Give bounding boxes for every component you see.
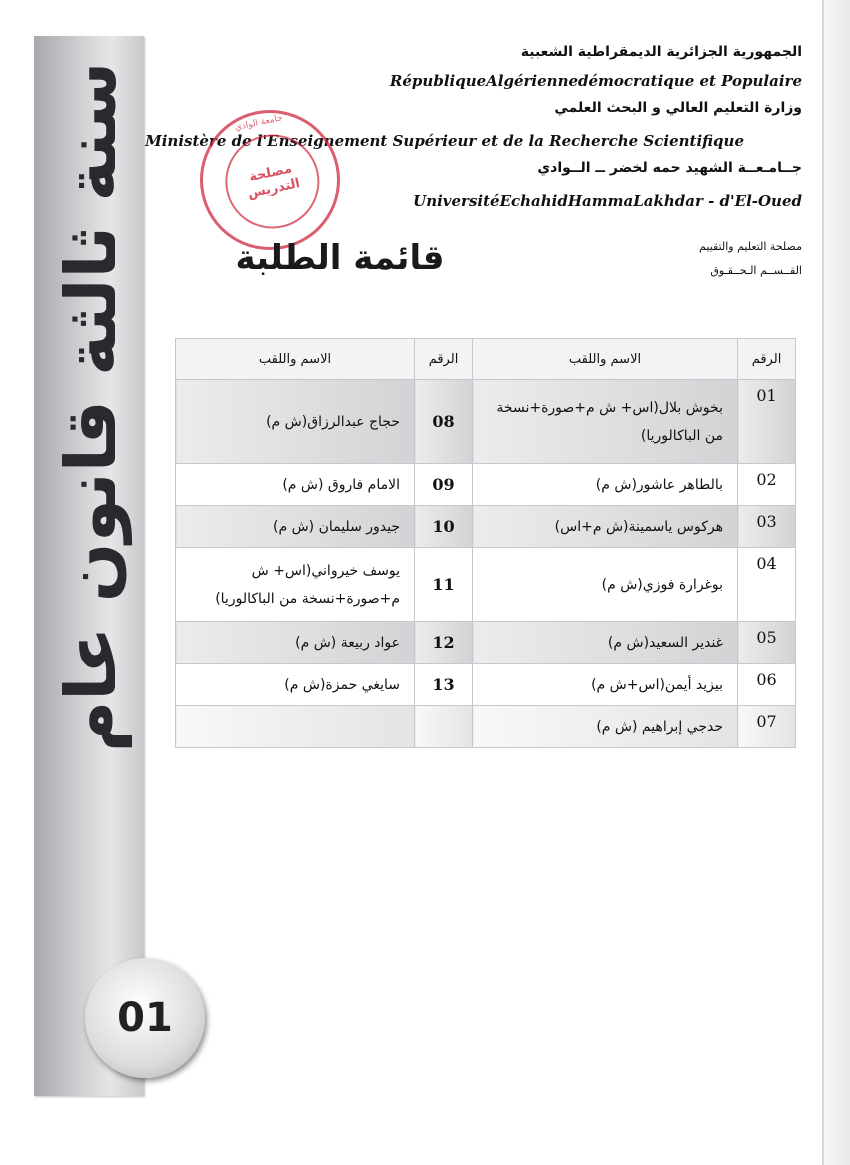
row-number [415, 706, 473, 748]
student-name: حجاج عبدالرزاق(ش م) [176, 380, 415, 464]
student-name: بوغرارة فوزي(ش م) [473, 548, 738, 622]
header-ministry-ar: وزارة التعليم العالي و البحث العلمي [554, 100, 802, 116]
row-number: 02 [738, 464, 796, 506]
header-university-fr: UniversitéEchahidHammaLakhdar - d'El-Oued [413, 192, 802, 210]
student-name: غندير السعيد(ش م) [473, 622, 738, 664]
page-title: قائمة الطلبة [235, 238, 445, 278]
student-name: حدجي إبراهيم (ش م) [473, 706, 738, 748]
header-service-ar: مصلحة التعليم والتقييم [699, 240, 802, 253]
header-num-left: الرقم [415, 339, 473, 380]
header-name-left: الاسم واللقب [176, 339, 415, 380]
header-republic-ar: الجمهورية الجزائرية الديمقراطية الشعبية [520, 44, 802, 60]
header-university-ar: جــامـعــة الشهيد حمه لخضر ــ الــوادي [537, 160, 802, 176]
page-number-badge: 01 [85, 958, 205, 1078]
student-name: عواد ربيعة (ش م) [176, 622, 415, 664]
table-row [176, 380, 796, 464]
page-edge-line [822, 0, 824, 1165]
row-number: 09 [415, 464, 473, 506]
header-num-right: الرقم [738, 339, 796, 380]
table-row [176, 664, 796, 706]
row-number: 06 [738, 664, 796, 706]
student-name: سايغي حمزة(ش م) [176, 664, 415, 706]
row-number: 10 [415, 506, 473, 548]
table-row [176, 464, 796, 506]
table-row [176, 548, 796, 622]
student-name: الامام فاروق (ش م) [176, 464, 415, 506]
student-name: بخوش بلال(اس+ ش م+صورة+نسخة من الباكالوريا) [473, 380, 738, 464]
header-name-right: الاسم واللقب [473, 339, 738, 380]
student-name: هركوس ياسمينة(ش م+اس) [473, 506, 738, 548]
student-name: بالطاهر عاشور(ش م) [473, 464, 738, 506]
table-header-row [176, 339, 796, 380]
stamp-ring-text: جامعة الوادي [234, 113, 284, 134]
row-number: 11 [415, 548, 473, 622]
row-number: 08 [415, 380, 473, 464]
row-number: 04 [738, 548, 796, 622]
page-edge [822, 0, 850, 1165]
row-number: 12 [415, 622, 473, 664]
student-name: بيزيد أيمن(اس+ش م) [473, 664, 738, 706]
student-name: يوسف خيرواني(اس+ ش م+صورة+نسخة من الباكالوريا) [176, 548, 415, 622]
row-number: 13 [415, 664, 473, 706]
students-table [175, 338, 796, 748]
side-banner-title: سنة ثالثة قانون عام [50, 62, 132, 753]
header-department-ar: القــســم الـحــقـوق [710, 264, 802, 277]
row-number: 03 [738, 506, 796, 548]
header-republic-fr: RépubliqueAlgériennedémocratique et Populaire [389, 72, 802, 90]
table-row [176, 706, 796, 748]
row-number: 05 [738, 622, 796, 664]
row-number: 01 [738, 380, 796, 464]
row-number: 07 [738, 706, 796, 748]
header-ministry-fr: Ministère de l'Enseignement Supérieur et de la Recherche Scientifique [145, 132, 744, 150]
table-row [176, 506, 796, 548]
student-name: جيدور سليمان (ش م) [176, 506, 415, 548]
student-name [176, 706, 415, 748]
stamp-center-text: مصلحة التدريس [217, 126, 328, 237]
table-row [176, 622, 796, 664]
